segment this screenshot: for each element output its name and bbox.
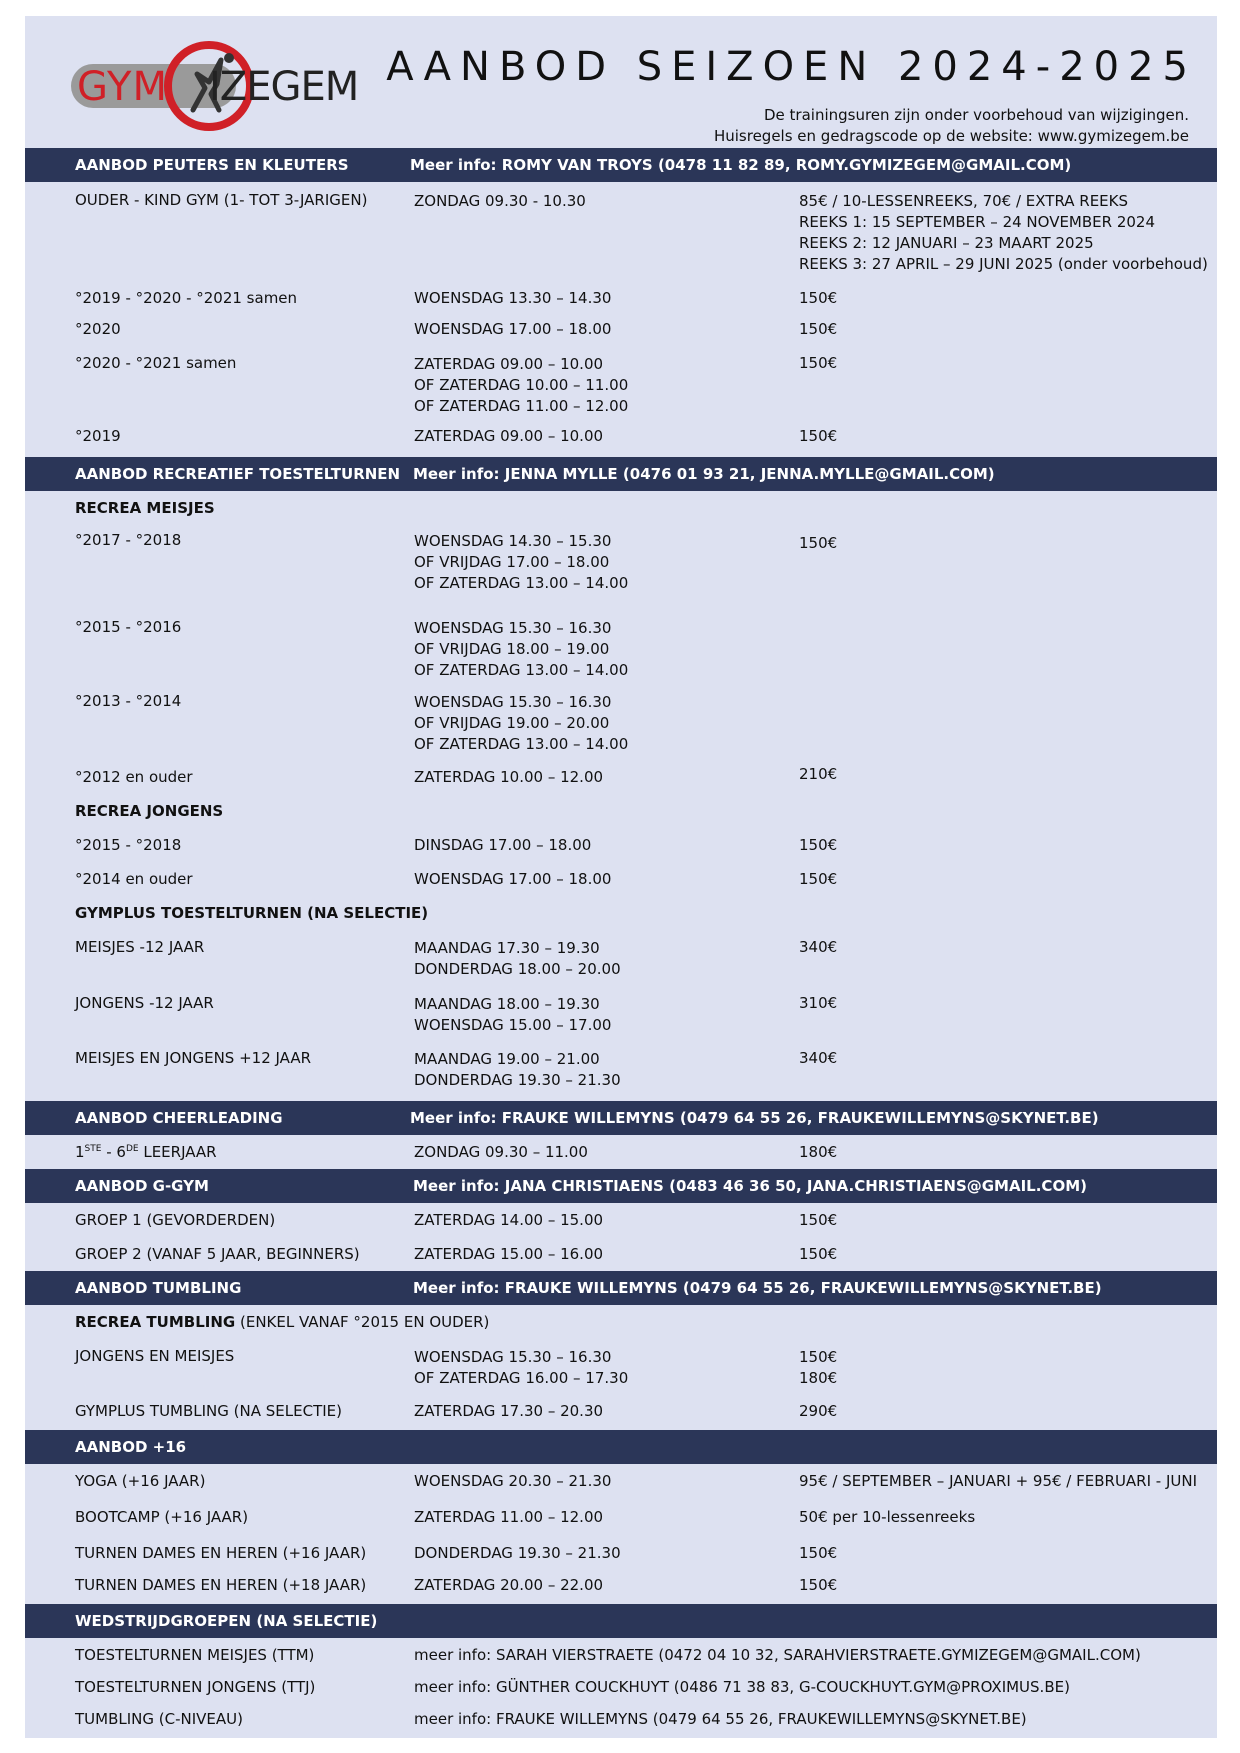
time-line: OF VRIJDAG 18.00 – 19.00 xyxy=(414,640,610,658)
price-line: 85€ / 10-LESSENREEKS, 70€ / EXTRA REEKS xyxy=(799,192,1129,210)
section-header-g-gym xyxy=(25,1169,1217,1203)
subheading: RECREA MEISJES xyxy=(75,499,215,517)
table-row xyxy=(25,1464,1217,1500)
table-row xyxy=(25,1047,1217,1101)
row-label: GYMPLUS TUMBLING (NA SELECTIE) xyxy=(75,1402,342,1420)
row-time xyxy=(414,191,586,212)
section-info: Meer info: FRAUKE WILLEMYNS (0479 64 55 26, FRAUKEWILLEMYNS@SKYNET.BE) xyxy=(410,1109,1099,1127)
row-time: ZATERDAG 09.00 – 10.00 xyxy=(414,427,604,445)
gym-izegem-logo xyxy=(71,36,371,136)
section-header-cheerleading xyxy=(25,1101,1217,1135)
table-row xyxy=(25,1638,1217,1672)
row-price: 150€ xyxy=(799,1245,838,1263)
row-time xyxy=(414,692,628,755)
table-row xyxy=(25,423,1217,457)
row-time xyxy=(414,354,628,417)
row-price: 150€ xyxy=(799,534,838,552)
time-line: DONDERDAG 18.00 – 20.00 xyxy=(414,960,621,978)
table-row xyxy=(25,1394,1217,1430)
time-line: OF ZATERDAG 13.00 – 14.00 xyxy=(414,661,629,679)
row-label: °2015 - °2016 xyxy=(75,618,182,636)
section-title: AANBOD RECREATIEF TOESTELTURNEN xyxy=(75,465,401,483)
time-line: OF VRIJDAG 19.00 – 20.00 xyxy=(414,714,610,732)
table-row xyxy=(25,690,1217,767)
row-label: °2019 xyxy=(75,427,121,445)
section-header-plus16 xyxy=(25,1430,1217,1464)
logo-text-gym: GYM xyxy=(77,64,168,110)
subheading: RECREA JONGENS xyxy=(75,802,224,820)
row-label: °2020 - °2021 samen xyxy=(75,354,237,372)
price-line: 180€ xyxy=(799,1369,838,1387)
section-title: AANBOD PEUTERS EN KLEUTERS xyxy=(75,156,349,174)
row-price: 50€ per 10-lessenreeks xyxy=(799,1508,976,1526)
time-line: DONDERDAG 19.30 – 21.30 xyxy=(414,1071,621,1089)
row-time: ZATERDAG 15.00 – 16.00 xyxy=(414,1245,604,1263)
row-time: ZATERDAG 17.30 – 20.30 xyxy=(414,1402,604,1420)
row-price: 210€ xyxy=(799,765,838,783)
time-line: OF ZATERDAG 11.00 – 12.00 xyxy=(414,397,629,415)
row-time: ZATERDAG 14.00 – 15.00 xyxy=(414,1211,604,1229)
table-row xyxy=(25,1570,1217,1604)
row-label: TOESTELTURNEN JONGENS (TTJ) xyxy=(75,1678,316,1696)
price-line: REEKS 3: 27 APRIL – 29 JUNI 2025 (onder voorbehoud) xyxy=(799,255,1208,273)
time-line: OF VRIJDAG 17.00 – 18.00 xyxy=(414,553,610,571)
time-line: MAANDAG 19.00 – 21.00 xyxy=(414,1050,600,1068)
row-label: °2013 - °2014 xyxy=(75,692,182,710)
row-label: TUMBLING (C-NIVEAU) xyxy=(75,1710,243,1728)
table-row xyxy=(25,1203,1217,1237)
section-title: WEDSTRIJDGROEPEN (NA SELECTIE) xyxy=(75,1612,378,1630)
logo-text-izegem: IZEGEM xyxy=(209,64,359,110)
subheading-row xyxy=(25,800,1217,834)
row-label: GROEP 2 (VANAF 5 JAAR, BEGINNERS) xyxy=(75,1245,360,1263)
section-header-recreatief xyxy=(25,457,1217,491)
row-time: DONDERDAG 19.30 – 21.30 xyxy=(414,1544,621,1562)
page-header xyxy=(25,16,1217,148)
subheading-row xyxy=(25,491,1217,525)
time-line: WOENSDAG 15.30 – 16.30 xyxy=(414,693,612,711)
row-contact: meer info: GÜNTHER COUCKHUYT (0486 71 38 83, G-COUCKHUYT.GYM@PROXIMUS.BE) xyxy=(414,1678,1070,1696)
table-row xyxy=(25,1500,1217,1536)
row-label: YOGA (+16 JAAR) xyxy=(75,1472,206,1490)
row-price: 150€ xyxy=(799,1544,838,1562)
section-header-peuters xyxy=(25,148,1217,182)
section-header-tumbling xyxy=(25,1271,1217,1305)
section-info: Meer info: ROMY VAN TROYS (0478 11 82 89, ROMY.GYMIZEGEM@GMAIL.COM) xyxy=(410,156,1072,174)
table-row xyxy=(25,314,1217,348)
row-label: °2015 - °2018 xyxy=(75,836,182,854)
row-label: °2019 - °2020 - °2021 samen xyxy=(75,289,298,307)
page-title: AANBOD SEIZOEN 2024-2025 xyxy=(386,44,1197,90)
row-label: JONGENS EN MEISJES xyxy=(75,1347,235,1365)
row-label: MEISJES -12 JAAR xyxy=(75,938,205,956)
time-line: MAANDAG 18.00 – 19.30 xyxy=(414,995,600,1013)
row-time: WOENSDAG 17.00 – 18.00 xyxy=(414,870,612,888)
time-line: OF ZATERDAG 10.00 – 11.00 xyxy=(414,376,629,394)
row-time xyxy=(414,531,628,594)
row-label: GROEP 1 (GEVORDERDEN) xyxy=(75,1211,276,1229)
row-label: MEISJES EN JONGENS +12 JAAR xyxy=(75,1049,312,1067)
subheading: RECREA TUMBLING (ENKEL VANAF °2015 EN OUDER) xyxy=(75,1313,490,1331)
row-time: WOENSDAG 20.30 – 21.30 xyxy=(414,1472,612,1490)
row-time: WOENSDAG 13.30 – 14.30 xyxy=(414,289,612,307)
row-price: 150€ xyxy=(799,836,838,854)
row-time: ZONDAG 09.30 – 11.00 xyxy=(414,1143,588,1161)
row-label: TURNEN DAMES EN HEREN (+16 JAAR) xyxy=(75,1544,367,1562)
row-price: 340€ xyxy=(799,1049,838,1067)
row-label: °2017 - °2018 xyxy=(75,531,182,549)
time-line: ZATERDAG 09.00 – 10.00 xyxy=(414,355,604,373)
table-row xyxy=(25,1135,1217,1169)
table-row xyxy=(25,834,1217,868)
price-line: REEKS 2: 12 JANUARI – 23 MAART 2025 xyxy=(799,234,1094,252)
notice-schedule: De trainingsuren zijn onder voorbehoud van wijzigingen. xyxy=(763,106,1189,124)
row-time xyxy=(414,1347,628,1389)
row-time xyxy=(414,618,628,681)
row-price: 150€ xyxy=(799,870,838,888)
row-price: 310€ xyxy=(799,994,838,1012)
row-label: TURNEN DAMES EN HEREN (+18 JAAR) xyxy=(75,1576,367,1594)
table-row xyxy=(25,936,1217,992)
row-time: ZATERDAG 20.00 – 22.00 xyxy=(414,1576,604,1594)
table-row xyxy=(25,182,1217,281)
row-time: DINSDAG 17.00 – 18.00 xyxy=(414,836,592,854)
row-time xyxy=(414,994,611,1036)
section-title: AANBOD TUMBLING xyxy=(75,1279,242,1297)
section-info: Meer info: JANA CHRISTIAENS (0483 46 36 50, JANA.CHRISTIAENS@GMAIL.COM) xyxy=(413,1177,1087,1195)
row-time: ZATERDAG 11.00 – 12.00 xyxy=(414,1508,604,1526)
time-line: WOENSDAG 14.30 – 15.30 xyxy=(414,532,612,550)
section-title: AANBOD G-GYM xyxy=(75,1177,209,1195)
schedule-sheet xyxy=(25,16,1217,1738)
row-price: 150€ xyxy=(799,320,838,338)
row-label: BOOTCAMP (+16 JAAR) xyxy=(75,1508,249,1526)
row-price: 150€ xyxy=(799,354,838,372)
row-time: ZATERDAG 10.00 – 12.00 xyxy=(414,768,604,786)
row-label: °2012 en ouder xyxy=(75,768,193,786)
table-row xyxy=(25,281,1217,314)
row-price: 290€ xyxy=(799,1402,838,1420)
table-row xyxy=(25,992,1217,1047)
time-line: OF ZATERDAG 16.00 – 17.30 xyxy=(414,1369,629,1387)
row-price: 95€ / SEPTEMBER – JANUARI + 95€ / FEBRUARI - JUNI xyxy=(799,1472,1198,1490)
row-price: 150€ xyxy=(799,289,838,307)
section-info: Meer info: JENNA MYLLE (0476 01 93 21, JENNA.MYLLE@GMAIL.COM) xyxy=(413,465,995,483)
row-time xyxy=(414,938,621,980)
time-line: OF ZATERDAG 13.00 – 14.00 xyxy=(414,574,629,592)
table-row xyxy=(25,348,1217,423)
row-label: °2014 en ouder xyxy=(75,870,193,888)
table-row xyxy=(25,1339,1217,1394)
row-price: 150€ xyxy=(799,427,838,445)
row-price xyxy=(799,191,1208,275)
section-title: AANBOD CHEERLEADING xyxy=(75,1109,283,1127)
row-price xyxy=(799,1347,837,1389)
time-line: WOENSDAG 15.00 – 17.00 xyxy=(414,1016,612,1034)
time-line: MAANDAG 17.30 – 19.30 xyxy=(414,939,600,957)
table-row xyxy=(25,1536,1217,1570)
row-label: TOESTELTURNEN MEISJES (TTM) xyxy=(75,1646,315,1664)
table-row xyxy=(25,1706,1217,1738)
table-row xyxy=(25,1237,1217,1271)
table-row xyxy=(25,767,1217,800)
section-header-wedstrijdgroepen xyxy=(25,1604,1217,1638)
time-line: WOENSDAG 15.30 – 16.30 xyxy=(414,1348,612,1366)
row-time: WOENSDAG 17.00 – 18.00 xyxy=(414,320,612,338)
table-row xyxy=(25,868,1217,902)
row-label: °2020 xyxy=(75,320,121,338)
row-price: 340€ xyxy=(799,938,838,956)
table-row xyxy=(25,525,1217,614)
table-row xyxy=(25,1672,1217,1706)
table-row xyxy=(25,614,1217,690)
row-label: JONGENS -12 JAAR xyxy=(75,994,214,1012)
time-line: WOENSDAG 15.30 – 16.30 xyxy=(414,619,612,637)
notice-website: Huisregels en gedragscode op de website: www.gymizegem.be xyxy=(713,127,1189,145)
price-line: REEKS 1: 15 SEPTEMBER – 24 NOVEMBER 2024 xyxy=(799,213,1156,231)
row-price: 180€ xyxy=(799,1143,838,1161)
time-line: OF ZATERDAG 13.00 – 14.00 xyxy=(414,735,629,753)
subheading-row xyxy=(25,902,1217,936)
time-line: ZONDAG 09.30 - 10.30 xyxy=(414,192,586,210)
row-label: 1STE - 6DE LEERJAAR xyxy=(75,1143,217,1161)
row-price: 150€ xyxy=(799,1576,838,1594)
section-info: Meer info: FRAUKE WILLEMYNS (0479 64 55 26, FRAUKEWILLEMYNS@SKYNET.BE) xyxy=(413,1279,1102,1297)
price-line: 150€ xyxy=(799,1348,838,1366)
subheading: GYMPLUS TOESTELTURNEN (NA SELECTIE) xyxy=(75,904,429,922)
row-contact: meer info: FRAUKE WILLEMYNS (0479 64 55 26, FRAUKEWILLEMYNS@SKYNET.BE) xyxy=(414,1710,1027,1728)
row-label: OUDER - KIND GYM (1- TOT 3-JARIGEN) xyxy=(75,191,368,209)
subheading-row xyxy=(25,1305,1217,1339)
section-title: AANBOD +16 xyxy=(75,1438,187,1456)
row-contact: meer info: SARAH VIERSTRAETE (0472 04 10 32, SARAHVIERSTRAETE.GYMIZEGEM@GMAIL.COM) xyxy=(414,1646,1141,1664)
row-time xyxy=(414,1049,621,1091)
row-price: 150€ xyxy=(799,1211,838,1229)
